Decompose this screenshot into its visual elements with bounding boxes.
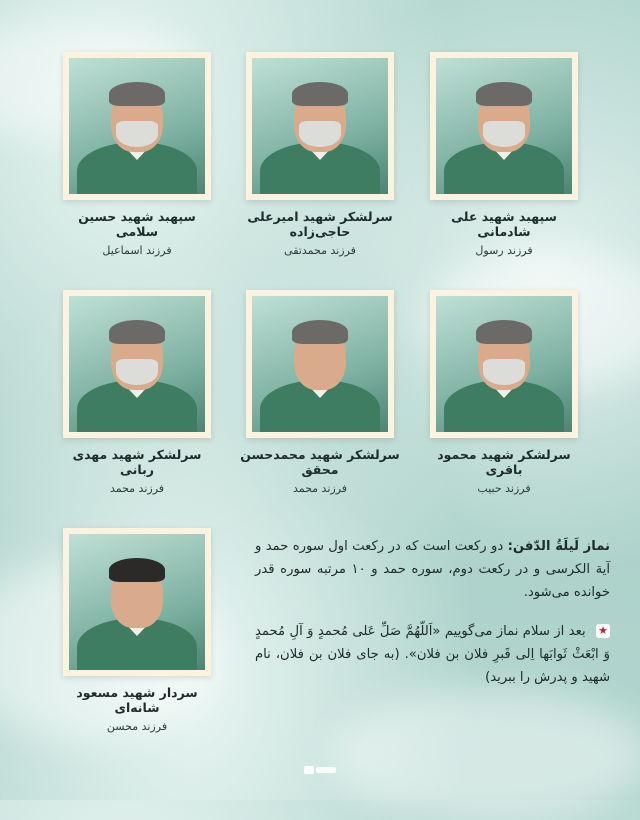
martyr-name: سرلشکر شهید امیرعلی حاجی‌زاده: [247, 209, 393, 239]
martyr-card: [57, 290, 217, 495]
portrait-frame: [430, 290, 578, 438]
martyr-name: سرلشکر شهید محمدحسن محقق: [240, 447, 400, 477]
martyr-name: سپهبد شهید علی شادمانی: [451, 209, 557, 239]
martyr-father: فرزند محسن: [106, 720, 168, 733]
prayer-description: دو رکعت است که در رکعت اول سوره حمد و آیة الکرسی و در رکعت دوم، سوره حمد و ۱۰ مرتبه سوره قدر خوانده می‌شود.: [255, 539, 610, 600]
martyr-portrait: [252, 296, 388, 432]
martyr-father: فرزند رسول: [475, 244, 533, 257]
prayer-instructions: [255, 535, 610, 689]
martyr-father: فرزند حبیب: [477, 482, 531, 495]
star-icon: ★: [596, 624, 610, 638]
prayer-paragraph: [255, 535, 610, 604]
martyr-portrait: [436, 58, 572, 194]
portrait-frame: [246, 290, 394, 438]
cloud-decoration: [330, 690, 640, 820]
martyr-father: فرزند اسماعیل: [102, 244, 172, 257]
martyr-name: سپهبد شهید حسین سلامی: [78, 209, 196, 239]
prayer-note: (به جای فلان بن فلان، نام شهید و پدرش را ببرید): [255, 647, 610, 685]
martyr-name: سرلشکر شهید محمود باقری: [437, 447, 571, 477]
prayer-paragraph: [255, 620, 610, 689]
martyr-card: [57, 528, 217, 733]
martyr-portrait: [252, 58, 388, 194]
martyr-portrait: [436, 296, 572, 432]
martyr-name: سردار شهید مسعود شانه‌ای: [76, 685, 198, 715]
martyr-card: [240, 52, 400, 257]
prayer-title: نماز لَیلَةُ الدّفن:: [507, 539, 610, 554]
martyr-card: [240, 290, 400, 495]
martyr-name: سرلشکر شهید مهدی ربانی: [72, 447, 202, 477]
martyr-portrait: [69, 58, 205, 194]
portrait-frame: [430, 52, 578, 200]
portrait-frame: [63, 290, 211, 438]
portrait-frame: [246, 52, 394, 200]
martyr-card: [424, 52, 584, 257]
martyr-card: [424, 290, 584, 495]
portrait-frame: [63, 52, 211, 200]
martyr-father: فرزند محمد: [292, 482, 348, 495]
agency-logo-icon: [304, 764, 336, 776]
martyr-portrait: [69, 534, 205, 670]
martyr-father: فرزند محمدتقی: [284, 244, 356, 257]
martyr-card: [57, 52, 217, 257]
portrait-frame: [63, 528, 211, 676]
martyr-portrait: [69, 296, 205, 432]
prayer-supplication: بعد از سلام نماز می‌گوییم «اَللّهُمَّ صَلِّ عَلی مُحمدٍ وَ آلِ مُحمدٍ وَ ابْعَثْ ثَوابَها اِلی قَبرِ فلان بن فلان».: [255, 624, 610, 662]
martyr-father: فرزند محمد: [109, 482, 165, 495]
